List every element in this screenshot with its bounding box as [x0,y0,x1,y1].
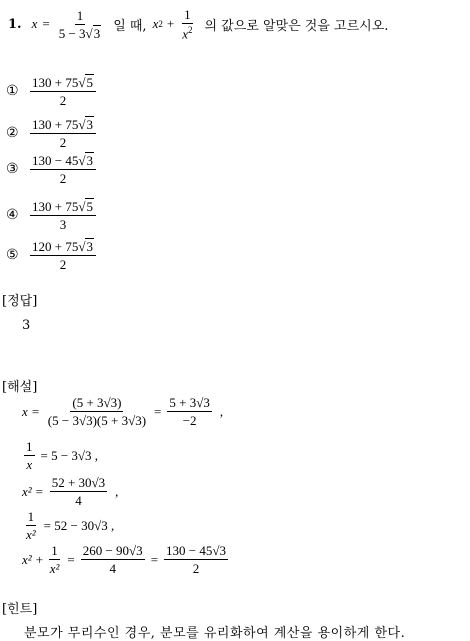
sol5-frac0 [48,544,62,575]
sol2-rhs: = 5 − 3√3 , [40,447,99,463]
sol5-frac2 [164,544,228,575]
choice-3[interactable] [6,154,98,185]
expr-frac-num: 1 [184,7,191,22]
sol3-frac [50,476,107,507]
choice-num-prefix: 130 − 45 [32,153,79,168]
hint-text: 분모가 무리수인 경우, 분모를 유리화하여 계산을 용이하게 한다. [24,626,406,641]
choice-num [30,154,96,170]
sol3-tail: , [115,483,119,499]
question-frac-den [57,25,103,40]
choice-fraction [30,118,96,149]
sol3-den: 4 [75,493,82,508]
sqrt: √5 [78,199,93,214]
choice-num [30,118,96,134]
solution-label: [해설] [2,380,38,395]
expr-fraction [180,8,194,40]
choice-fraction [30,76,96,107]
sol2-num: 1 [26,439,33,454]
plus-sign: + [166,16,175,32]
question-text-end: 의 값으로 알맞은 것을 고르시오. [204,18,389,34]
sqrt: √3 [85,25,101,41]
solution-line-1 [22,396,223,427]
question-text-mid: 일 때, [113,18,147,34]
choice-fraction [30,240,96,271]
radicand: 3 [86,117,93,132]
sqrt: √3 [78,117,93,132]
equals-sign: = [42,16,50,32]
sol3-lhs: x² = [22,483,44,499]
choice-den: 3 [59,217,67,232]
expr-frac-den: $x^2$ [182,25,193,42]
choice-marker: ③ [6,162,19,177]
solution-line-5 [22,544,230,575]
choice-5[interactable] [6,240,98,271]
choice-marker: ④ [6,208,19,223]
choice-fraction [30,154,96,185]
solution-line-4 [22,510,114,541]
hint-label: [힌트] [2,602,38,617]
choice-2[interactable] [6,118,98,149]
var-x: x [31,16,38,32]
sol5-eq2: = [150,551,159,567]
choice-4[interactable] [6,200,98,231]
choice-num [30,76,96,92]
choice-den: 2 [59,171,67,186]
choice-num [30,200,96,216]
question-fraction [57,9,103,40]
answer-value: 3 [22,318,31,333]
question-line: 1. x = $\frac{1}{5 - 3√3}$ 일 때, x 2 + $\frac{1}{x^2}$ 의 값으로 알맞은 것을 고르시오. [8,7,389,42]
sol5-frac0-num: 1 [51,543,58,558]
sqrt: √3 [78,239,93,254]
radicand: 3 [86,153,93,168]
sol1-frac1-num: (5 + 3√3) [72,395,122,410]
answer-label: [정답] [2,294,38,309]
choice-num-prefix: 120 + 75 [32,239,79,254]
choice-1[interactable] [6,76,98,107]
radicand: 5 [86,75,93,90]
solution-line-2 [22,440,98,471]
sol4-rhs: = 52 − 30√3 , [43,517,115,533]
sol1-eq: = [154,403,162,419]
sol1-frac2 [167,396,211,427]
sol1-tail: , [219,403,224,419]
sol1-frac1 [46,396,148,427]
sol5-frac1 [81,544,145,575]
choice-num-prefix: 130 + 75 [32,117,79,132]
choice-num-prefix: 130 + 75 [32,75,79,90]
choice-num [30,240,96,256]
sol4-den: x² [26,527,36,542]
radicand: 5 [86,199,93,214]
sol2-den: x [26,457,33,472]
sol1-frac2-num: 5 + 3√3 [169,395,210,410]
sol1-lhs: x = [22,403,40,419]
sol1-frac1-den: (5 − 3√3)(5 + 3√3) [47,413,147,428]
sol1-frac2-den: −2 [182,413,197,428]
choice-marker: ⑤ [6,248,19,263]
sol5-lhs: x² + [22,551,44,567]
sol5-frac2-den: 2 [192,561,200,576]
sqrt: √3 [78,153,93,168]
sol4-num: 1 [27,509,35,524]
expr-x: x [152,16,159,32]
choice-num-prefix: 130 + 75 [32,199,79,214]
radicand: 3 [86,239,93,254]
choice-marker: ① [6,84,19,99]
sol5-frac2-num: 130 − 45√3 [166,543,226,558]
choice-den: 2 [59,257,67,272]
question-number: 1. [8,16,22,32]
sqrt: √5 [78,75,93,90]
sol3-num: 52 + 30√3 [51,475,106,490]
sol4-frac [24,510,38,541]
choice-fraction [30,200,96,231]
sol2-frac [24,440,35,471]
sol5-frac1-num: 260 − 90√3 [82,543,143,558]
question-frac-num: 1 [76,7,84,23]
sol5-frac1-den: 4 [109,561,116,576]
radicand: 3 [93,25,101,41]
choice-marker: ② [6,126,19,141]
den-prefix: 5 − 3 [58,25,86,41]
solution-line-3 [22,476,118,507]
sol5-frac0-den: x² [49,561,60,576]
choice-den: 2 [59,93,67,108]
sol5-eq1: = [67,551,75,567]
choice-den: 2 [59,135,67,150]
expr-frac-den-var: x [182,26,188,42]
